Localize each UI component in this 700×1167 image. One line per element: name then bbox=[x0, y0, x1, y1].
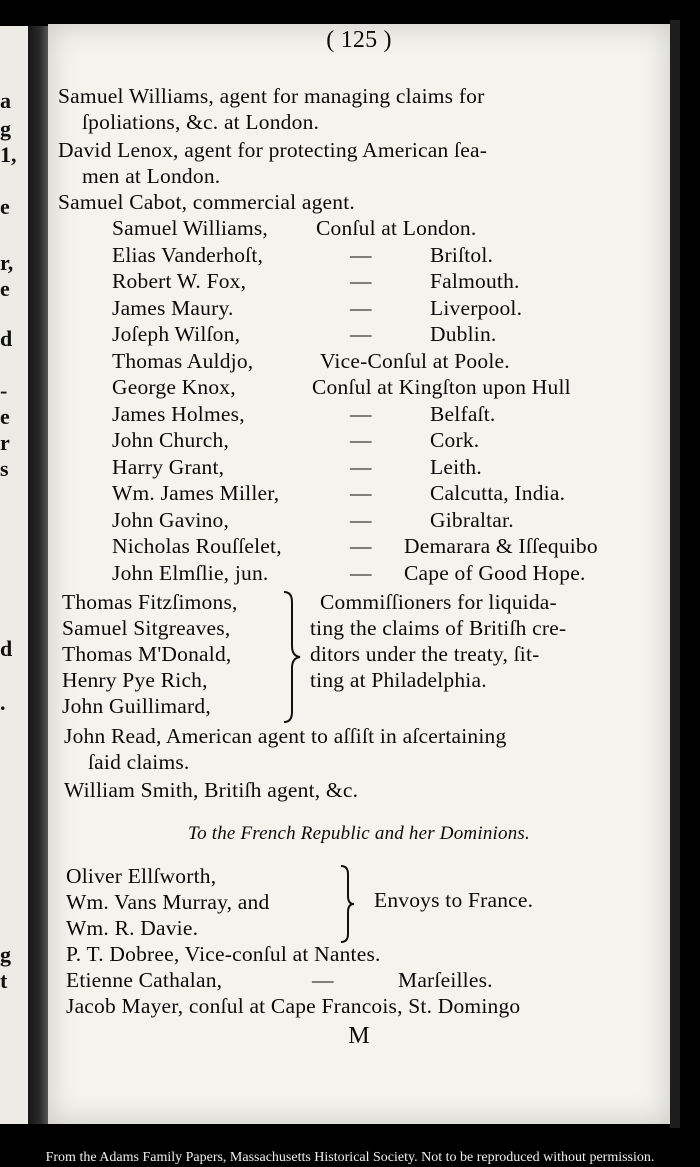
margin-fragment: d bbox=[0, 326, 13, 351]
ditto-dash: — bbox=[350, 269, 372, 293]
envoy-name: Wm. Vans Murray, and bbox=[66, 890, 270, 914]
consul-name: John Gavino, bbox=[112, 507, 230, 532]
ditto-dash: — bbox=[350, 428, 372, 452]
entry-line: men at London. bbox=[82, 164, 221, 188]
margin-fragment: r, bbox=[0, 250, 14, 275]
consul-place: Conſul at London. bbox=[316, 216, 477, 240]
consul-name: Thomas Auldjo, bbox=[112, 348, 254, 373]
left-page-fragment bbox=[0, 26, 28, 1124]
consul-place: Leith. bbox=[430, 454, 482, 479]
signature-mark: M bbox=[348, 1023, 370, 1049]
margin-fragment: - bbox=[0, 378, 8, 403]
entry-place: Marſeilles. bbox=[398, 968, 493, 992]
commissioners-description: ting the claims of Britiſh cre- bbox=[310, 616, 567, 640]
consul-place: Dublin. bbox=[430, 322, 497, 346]
consul-name: James Maury. bbox=[112, 295, 234, 320]
entry-line: Samuel Williams, agent for managing claims for bbox=[58, 84, 485, 108]
commissioner-name: Samuel Sitgreaves, bbox=[62, 616, 231, 640]
consul-name: Harry Grant, bbox=[112, 454, 225, 479]
page-edge bbox=[670, 20, 680, 1128]
envoy-name: Wm. R. Davie. bbox=[66, 916, 199, 940]
ditto-dash: — bbox=[312, 968, 334, 992]
consul-place: Belfaſt. bbox=[430, 401, 496, 426]
margin-fragment: s bbox=[0, 456, 9, 481]
margin-fragment: t bbox=[0, 968, 8, 993]
consul-name: Nicholas Rouſſelet, bbox=[112, 534, 282, 558]
commissioner-name: John Guillimard, bbox=[62, 694, 211, 718]
curly-brace-icon bbox=[280, 590, 302, 724]
consul-place: Liverpool. bbox=[430, 295, 523, 320]
entry-line: Samuel Cabot, commercial agent. bbox=[58, 190, 355, 214]
margin-fragment: e bbox=[0, 194, 10, 219]
ditto-dash: — bbox=[350, 295, 372, 320]
ditto-dash: — bbox=[350, 454, 372, 479]
ditto-dash: — bbox=[350, 507, 372, 532]
consul-place: Conſul at Kingſton upon Hull bbox=[312, 375, 571, 399]
commissioners-description: ditors under the treaty, ſit- bbox=[310, 642, 540, 666]
margin-fragment: d bbox=[0, 636, 13, 661]
consul-place: Gibraltar. bbox=[430, 507, 514, 532]
margin-fragment: 1, bbox=[0, 142, 17, 167]
consul-name: George Knox, bbox=[112, 375, 236, 399]
book-gutter bbox=[28, 26, 48, 1124]
commissioner-name: Thomas Fitzſimons, bbox=[62, 590, 238, 614]
entry-line: Etienne Cathalan, bbox=[66, 968, 223, 992]
book-page bbox=[48, 24, 670, 1124]
consul-name: Joſeph Wilſon, bbox=[112, 322, 241, 346]
entry-line: David Lenox, agent for protecting American ſea- bbox=[58, 138, 488, 162]
ditto-dash: — bbox=[350, 560, 372, 585]
margin-fragment: g bbox=[0, 116, 11, 141]
margin-fragment: e bbox=[0, 404, 10, 429]
entry-line: William Smith, Britiſh agent, &c. bbox=[64, 778, 359, 802]
curly-brace-icon bbox=[338, 864, 356, 944]
consul-name: Samuel Williams, bbox=[112, 216, 269, 240]
ditto-dash: — bbox=[350, 242, 372, 267]
consul-name: Elias Vanderhoſt, bbox=[112, 242, 264, 267]
commissioners-description: Commiſſioners for liquida- bbox=[320, 590, 557, 614]
ditto-dash: — bbox=[350, 481, 372, 505]
consul-place: Briſtol. bbox=[430, 242, 494, 267]
ditto-dash: — bbox=[350, 401, 372, 426]
consul-place: Cape of Good Hope. bbox=[404, 560, 586, 585]
consul-place: Calcutta, India. bbox=[430, 481, 566, 505]
consul-place: Demarara & Iſſequibo bbox=[404, 534, 598, 558]
ditto-dash: — bbox=[350, 322, 372, 346]
consul-place: Vice-Conſul at Poole. bbox=[320, 348, 510, 373]
section-heading: To the French Republic and her Dominions. bbox=[188, 823, 530, 844]
margin-fragment: e bbox=[0, 276, 10, 301]
commissioner-name: Henry Pye Rich, bbox=[62, 668, 208, 692]
entry-line: Jacob Mayer, conſul at Cape Francois, St. Domingo bbox=[66, 994, 521, 1018]
copyright-footer: From the Adams Family Papers, Massachusetts Historical Society. Not to be reproduced without permission. bbox=[45, 1150, 655, 1165]
consul-name: John Church, bbox=[112, 428, 230, 452]
page-number: ( 125 ) bbox=[326, 27, 392, 53]
entry-line: John Read, American agent to aſſiſt in aſcertaining bbox=[64, 724, 507, 748]
envoys-description: Envoys to France. bbox=[374, 888, 534, 912]
ditto-dash: — bbox=[350, 534, 372, 558]
entry-line: P. T. Dobree, Vice-conſul at Nantes. bbox=[66, 942, 381, 966]
commissioner-name: Thomas M'Donald, bbox=[62, 642, 232, 666]
envoy-name: Oliver Ellſworth, bbox=[66, 864, 217, 888]
commissioners-description: ting at Philadelphia. bbox=[310, 668, 487, 692]
margin-fragment: r bbox=[0, 430, 10, 455]
margin-fragment: g bbox=[0, 942, 11, 967]
consul-place: Cork. bbox=[430, 428, 480, 452]
margin-fragment: . bbox=[0, 690, 6, 715]
margin-fragment: a bbox=[0, 88, 11, 113]
consul-name: Wm. James Miller, bbox=[112, 481, 280, 505]
entry-line: ſaid claims. bbox=[88, 750, 190, 774]
consul-name: Robert W. Fox, bbox=[112, 269, 247, 293]
consul-name: James Holmes, bbox=[112, 401, 245, 426]
consul-name: John Elmſlie, jun. bbox=[112, 560, 269, 585]
consul-place: Falmouth. bbox=[430, 269, 520, 293]
entry-line: ſpoliations, &c. at London. bbox=[82, 110, 320, 134]
